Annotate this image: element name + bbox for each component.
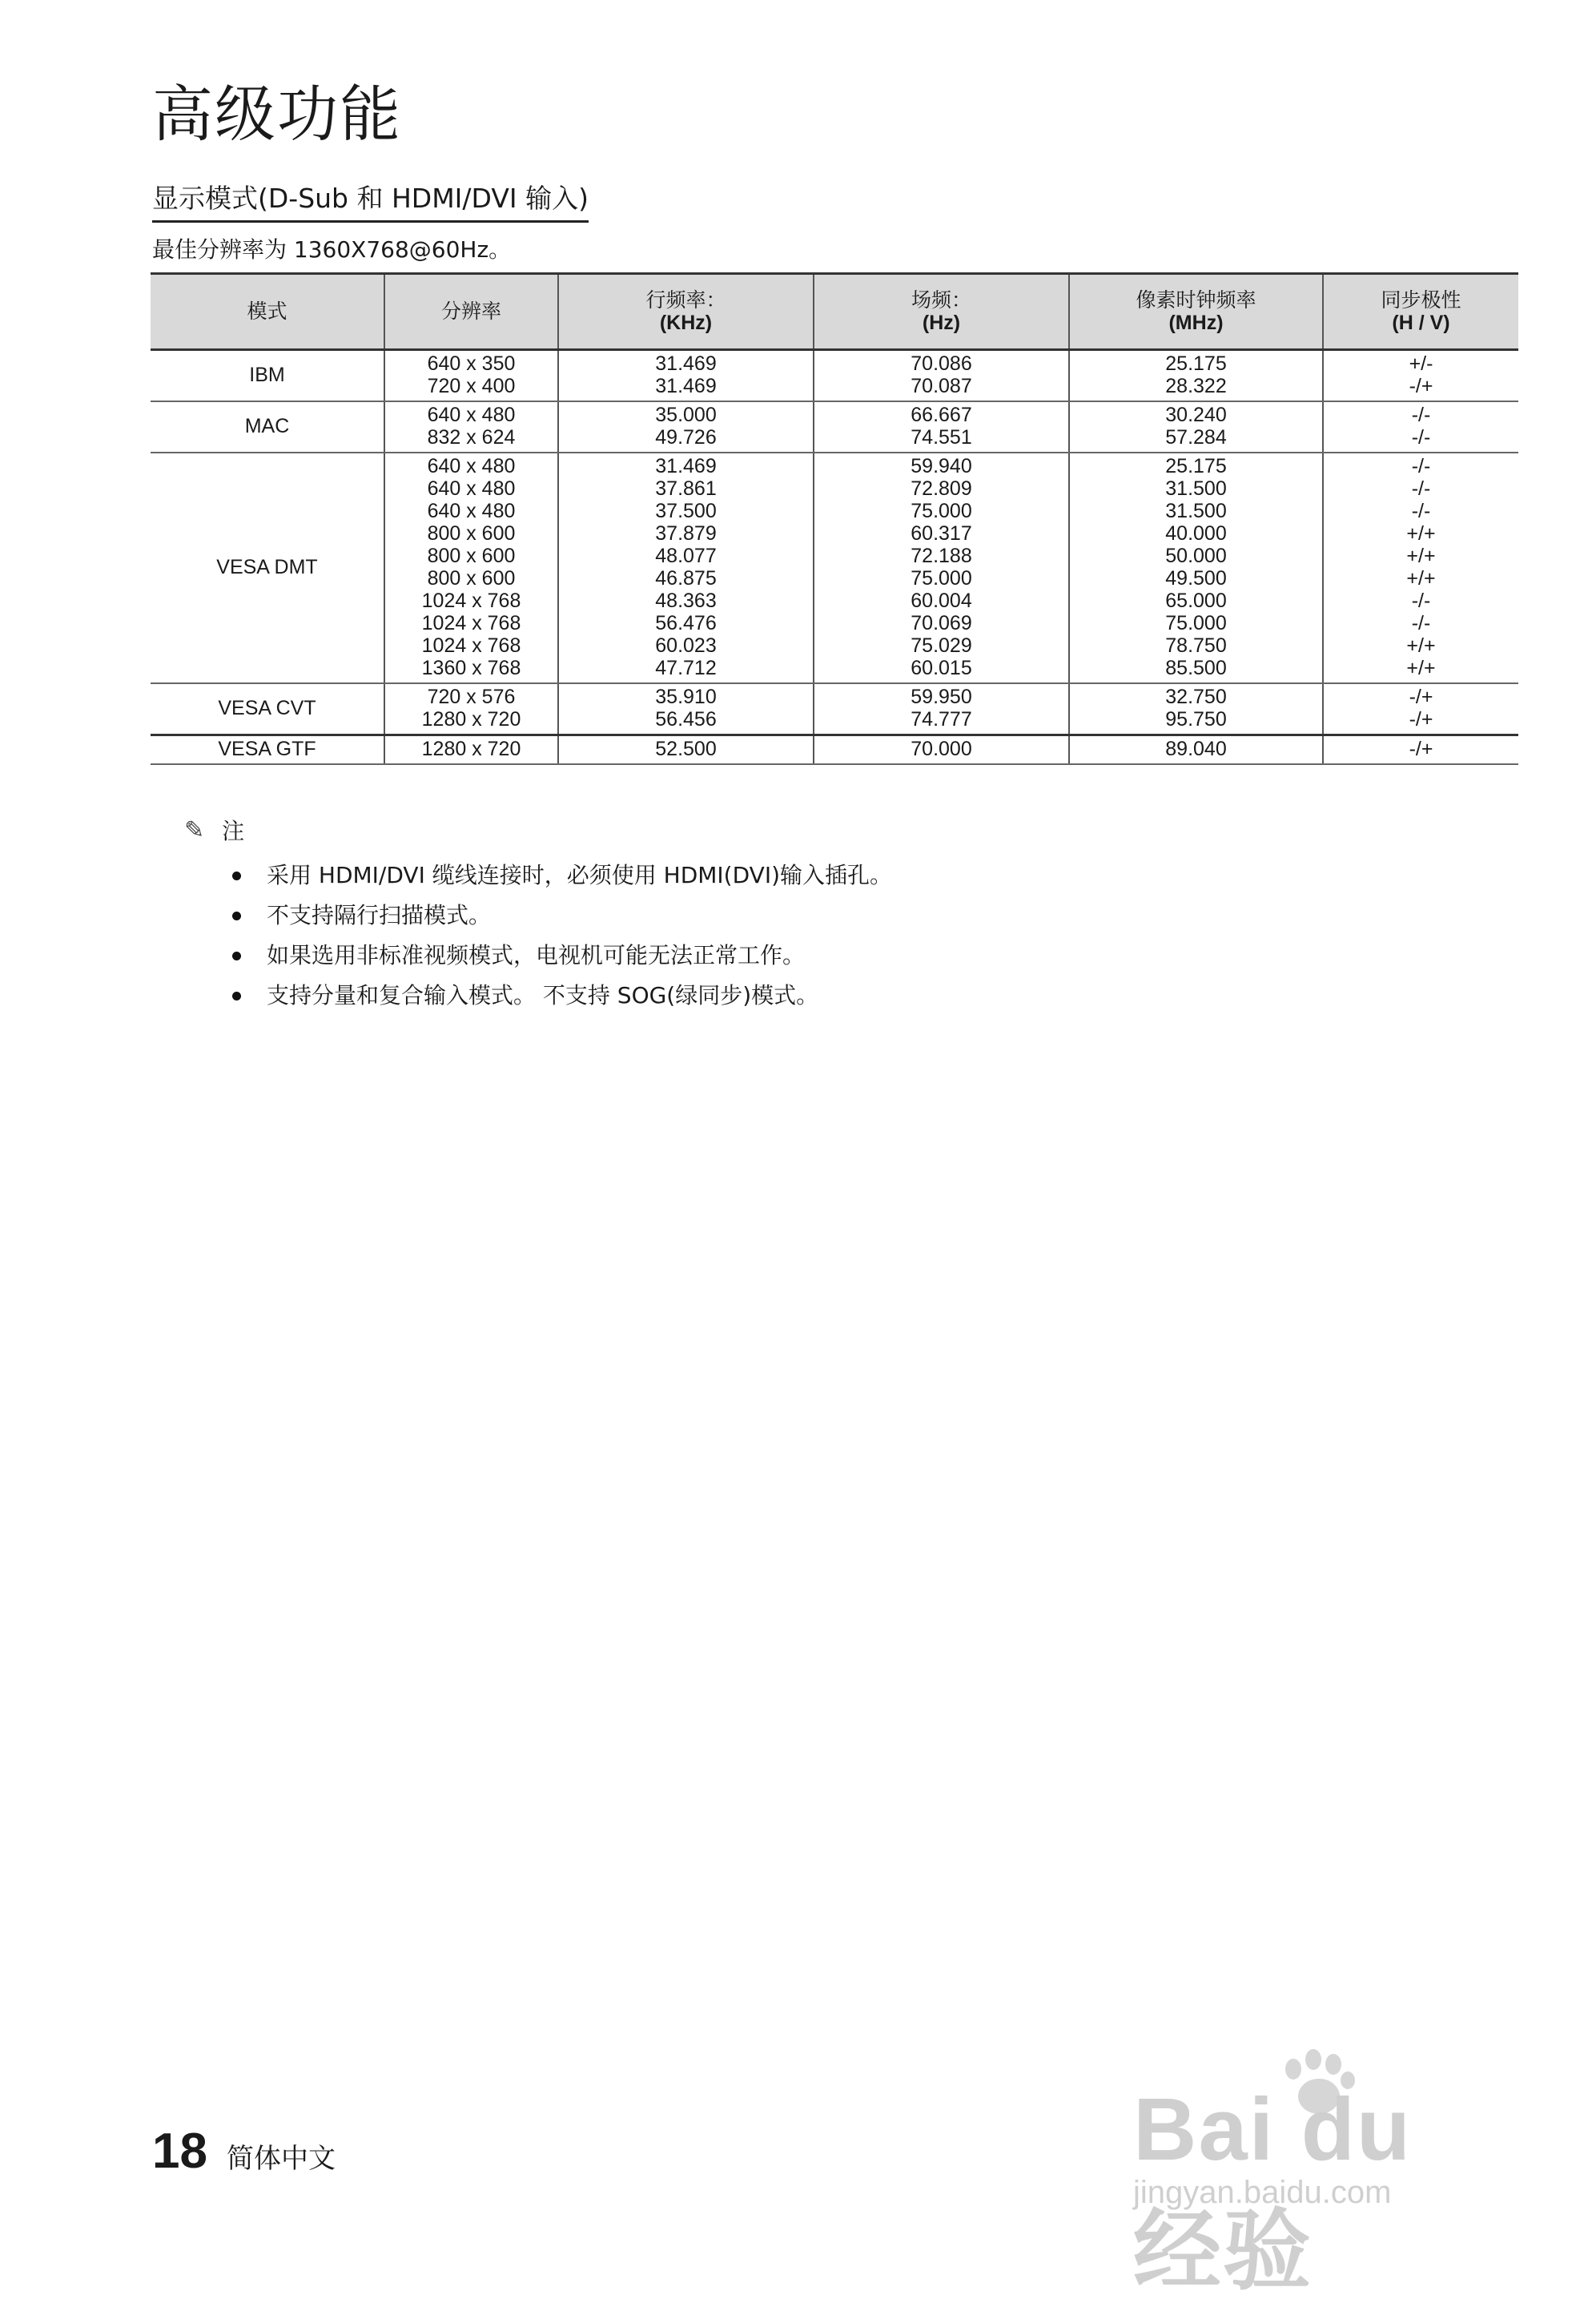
pixel-clock-cell [1069,453,1323,683]
resolution-cell [384,683,558,735]
cell-value: 37.861 [655,477,717,500]
cell-value: +/- [1409,352,1433,375]
cell-value: 59.940 [911,455,972,477]
cell-value: 70.000 [911,738,972,760]
cell-value: 1024 x 768 [421,634,521,657]
cell-value: 800 x 600 [427,545,516,567]
cell-value: 56.476 [655,612,717,634]
cell-value: -/- [1411,500,1431,522]
cell-value: 25.175 [1165,352,1227,375]
cell-value: 832 x 624 [427,426,516,449]
bullet-icon [232,992,241,1001]
table-row [151,401,1518,453]
cell-value: 46.875 [655,567,717,590]
header-sync-polarity: 同步极性 (H / V) [1323,274,1518,350]
resolution-cell [384,453,558,683]
pencil-icon: ✎ [184,815,205,844]
cell-value: 640 x 480 [427,500,516,522]
cell-value: 30.240 [1165,404,1227,426]
cell-value: 70.087 [911,375,972,397]
cell-value: 40.000 [1165,522,1227,545]
watermark-url: jingyan.baidu.com [1133,2175,1392,2210]
cell-value: 640 x 480 [427,455,516,477]
page-title: 高级功能 [152,79,402,150]
cell-value: 49.726 [655,426,717,449]
mode-cell: VESA CVT [151,683,384,735]
cell-value: 720 x 576 [427,686,516,708]
cell-value: 95.750 [1165,708,1227,731]
cell-value: -/- [1411,455,1431,477]
cell-value: +/+ [1406,545,1436,567]
cell-value: 48.077 [655,545,717,567]
bullet-icon [232,912,241,920]
cell-value: 60.015 [911,657,972,679]
cell-value: 31.500 [1165,477,1227,500]
cell-value: -/- [1411,477,1431,500]
cell-value: 75.000 [911,567,972,590]
cell-value: 1024 x 768 [421,590,521,612]
mode-cell: IBM [151,350,384,402]
cell-value: 74.777 [911,708,972,731]
cell-value: -/+ [1409,686,1433,708]
pixel-clock-cell [1069,401,1323,453]
optimal-resolution-text: 最佳分辨率为 1360X768@60Hz。 [152,236,512,263]
header-mode: 模式 [151,274,384,350]
cell-value: -/- [1411,612,1431,634]
cell-value: -/+ [1409,708,1433,731]
cell-value: 75.000 [911,500,972,522]
cell-value: 800 x 600 [427,522,516,545]
cell-value: 48.363 [655,590,717,612]
notes-heading [184,814,892,846]
sync-cell [1323,350,1518,402]
mode-cell: VESA DMT [151,453,384,683]
list-item: 采用 HDMI/DVI 缆线连接时，必须使用 HDMI(DVI)输入插孔。 [232,856,892,896]
cell-value: 32.750 [1165,686,1227,708]
sync-cell [1323,453,1518,683]
baidu-watermark [1133,2047,1502,2301]
cell-value: 59.950 [911,686,972,708]
cell-value: 89.040 [1165,738,1227,760]
cell-value: 1280 x 720 [421,738,521,760]
header-vfreq: 场频： (Hz) [814,274,1069,350]
section-heading: 显示模式(D-Sub 和 HDMI/DVI 输入) [152,178,589,223]
sync-cell [1323,683,1518,735]
cell-value: 47.712 [655,657,717,679]
sync-cell [1323,735,1518,765]
cell-value: 60.004 [911,590,972,612]
cell-value: 31.469 [655,375,717,397]
resolution-cell [384,350,558,402]
cell-value: 28.322 [1165,375,1227,397]
pixel-clock-cell [1069,735,1323,765]
cell-value: 1280 x 720 [421,708,521,731]
resolution-cell [384,401,558,453]
cell-value: 72.809 [911,477,972,500]
display-modes-table [151,272,1518,765]
notes-heading-label: 注 [222,818,245,844]
cell-value: 78.750 [1165,634,1227,657]
vfreq-cell [814,683,1069,735]
cell-value: 50.000 [1165,545,1227,567]
cell-value: +/+ [1406,567,1436,590]
cell-value: -/- [1411,404,1431,426]
mode-cell: MAC [151,401,384,453]
hfreq-cell [558,453,814,683]
table-header-row [151,274,1518,350]
cell-value: 52.500 [655,738,717,760]
cell-value: 60.317 [911,522,972,545]
vfreq-cell [814,350,1069,402]
table-row [151,683,1518,735]
cell-value: 37.879 [655,522,717,545]
cell-value: 35.000 [655,404,717,426]
page-number: 18 [152,2124,207,2179]
cell-value: 35.910 [655,686,717,708]
cell-value: 85.500 [1165,657,1227,679]
table-row [151,735,1518,765]
mode-cell: VESA GTF [151,735,384,765]
list-item: 不支持隔行扫描模式。 [232,896,892,936]
sync-cell [1323,401,1518,453]
table-row [151,350,1518,402]
cell-value: 25.175 [1165,455,1227,477]
vfreq-cell [814,453,1069,683]
cell-value: 640 x 350 [427,352,516,375]
cell-value: 31.469 [655,352,717,375]
cell-value: 72.188 [911,545,972,567]
notes-section [184,814,892,1016]
hfreq-cell [558,735,814,765]
cell-value: 800 x 600 [427,567,516,590]
cell-value: -/+ [1409,375,1433,397]
page-footer [152,2123,336,2180]
cell-value: 57.284 [1165,426,1227,449]
header-resolution: 分辨率 [384,274,558,350]
cell-value: 65.000 [1165,590,1227,612]
list-item: 如果选用非标准视频模式，电视机可能无法正常工作。 [232,936,892,976]
cell-value: 66.667 [911,404,972,426]
vfreq-cell [814,401,1069,453]
cell-value: 37.500 [655,500,717,522]
table-row [151,453,1518,683]
cell-value: +/+ [1406,522,1436,545]
cell-value: 49.500 [1165,567,1227,590]
cell-value: 74.551 [911,426,972,449]
cell-value: 31.500 [1165,500,1227,522]
cell-value: 60.023 [655,634,717,657]
cell-value: -/+ [1409,738,1433,760]
watermark-logo: Bai du 经验 [1133,2080,1413,2301]
cell-value: 31.469 [655,455,717,477]
cell-value: -/- [1411,590,1431,612]
hfreq-cell [558,401,814,453]
cell-value: 1360 x 768 [421,657,521,679]
language-label: 简体中文 [226,2143,336,2175]
notes-list [232,856,892,1016]
cell-value: 70.086 [911,352,972,375]
cell-value: -/- [1411,426,1431,449]
pixel-clock-cell [1069,350,1323,402]
pixel-clock-cell [1069,683,1323,735]
cell-value: 640 x 480 [427,404,516,426]
header-pixel-clock: 像素时钟频率 (MHz) [1069,274,1323,350]
cell-value: 640 x 480 [427,477,516,500]
cell-value: +/+ [1406,657,1436,679]
vfreq-cell [814,735,1069,765]
cell-value: 70.069 [911,612,972,634]
list-item: 支持分量和复合输入模式。 不支持 SOG(绿同步)模式。 [232,976,892,1016]
hfreq-cell [558,683,814,735]
cell-value: 75.000 [1165,612,1227,634]
cell-value: 1024 x 768 [421,612,521,634]
cell-value: 56.456 [655,708,717,731]
resolution-cell [384,735,558,765]
hfreq-cell [558,350,814,402]
cell-value: 720 x 400 [427,375,516,397]
cell-value: +/+ [1406,634,1436,657]
header-hfreq: 行频率： (KHz) [558,274,814,350]
bullet-icon [232,952,241,960]
bullet-icon [232,872,241,880]
cell-value: 75.029 [911,634,972,657]
